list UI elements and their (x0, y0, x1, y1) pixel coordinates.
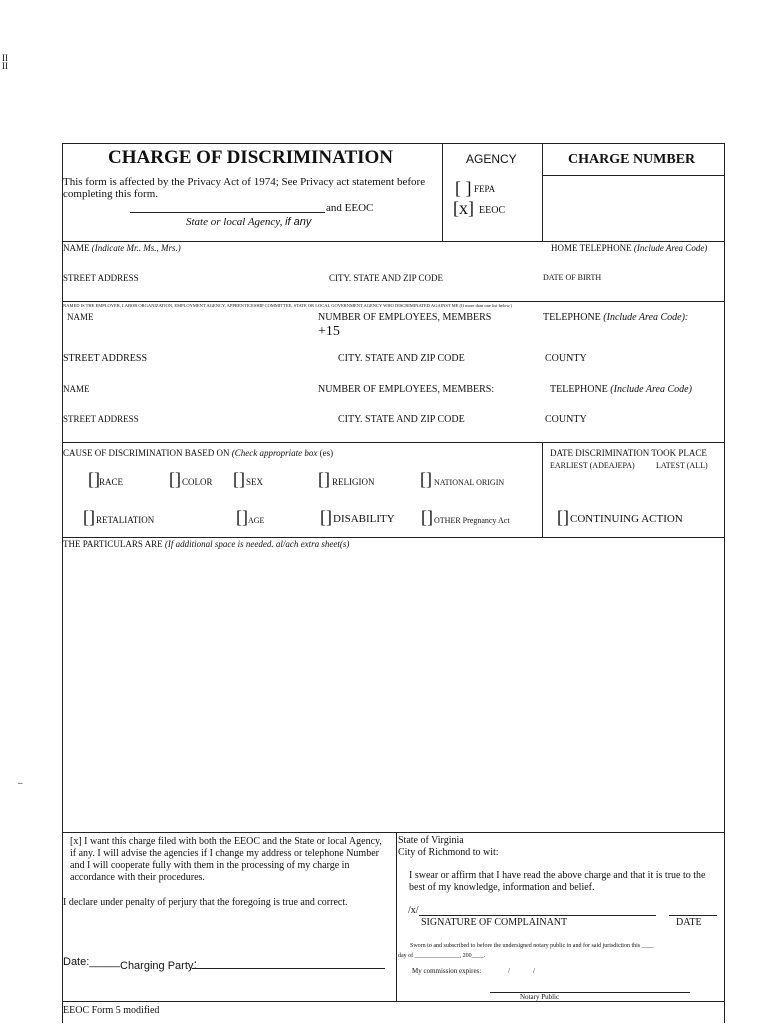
complainant-street-label: STREET ADDRESS (63, 273, 139, 283)
commission-expires-label: My commission expires: (412, 967, 482, 975)
filing-statement: [x] I want this charge filed with both the EEOC and the State or local Agency, if any. I will advise the agencies if I change my address or telephone Number and I will cooperate fully with them in the processing of my charge in accordance with their procedures. (70, 836, 382, 883)
race-checkbox[interactable]: [] (88, 469, 100, 489)
eeoc-label: EEOC (479, 205, 506, 216)
eeoc-checkbox[interactable]: [x] (453, 198, 474, 218)
perjury-declaration: I declare under penalty of perjury that the foregoing is true and correct. (63, 897, 348, 908)
retaliation-checkbox[interactable]: [] (83, 507, 95, 527)
agency-label: AGENCY (466, 152, 517, 166)
signature-date-line[interactable] (669, 915, 717, 916)
sex-label: SEX (246, 477, 264, 487)
venue: State of Virginia City of Richmond to wit: (398, 835, 499, 858)
sex-checkbox[interactable]: [] (233, 469, 245, 489)
state-agency-caption: State or local Agency, if any (186, 216, 312, 228)
state-agency-line[interactable] (130, 212, 325, 213)
race-label: RACE (99, 477, 124, 487)
charging-party-label: Charging Party: (120, 956, 198, 972)
signature-label: SIGNATURE OF COMPLAINANT (421, 917, 568, 928)
disability-checkbox[interactable]: [] (320, 507, 332, 527)
signature-line[interactable] (419, 915, 656, 916)
fepa-label: FEPA (474, 184, 496, 194)
charging-party-line[interactable] (192, 968, 385, 969)
respondent1-employees-value: +15 (318, 324, 340, 339)
religion-label: RELIGION (332, 477, 375, 487)
swear-statement: I swear or affirm that I have read the above charge and that it is true to the best of my knowledge, information and belief. (409, 870, 706, 893)
date-discrimination-label: DATE DISCRIMINATION TOOK PLACE (550, 448, 707, 458)
respondent2-county-label: COUNTY (545, 414, 587, 425)
other-label: OTHER Pregnancy Act (434, 516, 510, 525)
respondent2-city-label: CITY. STATE AND ZIP CODE (338, 414, 465, 425)
respondent1-name-label: NAME (67, 312, 94, 322)
signature-prefix: /x/ (408, 905, 419, 916)
retaliation-label: RETALIATION (96, 515, 155, 525)
color-label: COLOR (182, 477, 213, 487)
and-eeoc-text: and EEOC (326, 202, 374, 214)
color-checkbox[interactable]: [] (169, 469, 181, 489)
form-title: CHARGE OF DISCRIMINATION (108, 147, 394, 168)
date-field-label[interactable]: Date:_____ (63, 956, 120, 968)
signature-date-label: DATE (676, 917, 702, 928)
complainant-name-label: NAME (Indicate Mr.. Ms., Mrs.) (63, 243, 181, 253)
latest-label: LATEST (ALL) (656, 461, 708, 470)
age-label: AGE (248, 516, 265, 525)
earliest-label: EARLIEST (ADEAJEPA) (550, 461, 635, 470)
respondent1-county-label: COUNTY (545, 353, 587, 364)
named-employer-note: NAMED IS THE EMPLOYER, LABOR ORGANIZATION, EMPLOYMENT AGENCY, APPRENTICESHIP COMMITTEE, STATE OR LOCAL GOVERNMENT AGENCY WHO DISCRIMINATED AGAINST ME (If more than one list below.) (63, 303, 512, 308)
continuing-action-label: CONTINUING ACTION (570, 513, 683, 525)
religion-checkbox[interactable]: [] (318, 469, 330, 489)
commission-slash-2: / (533, 967, 535, 975)
national-origin-label: NATIONAL ORIGIN (434, 478, 505, 487)
respondent2-employees-label: NUMBER OF EMPLOYEES, MEMBERS: (318, 384, 495, 395)
respondent1-employees-label: NUMBER OF EMPLOYEES, MEMBERS (318, 312, 492, 323)
respondent2-name-label: NAME (63, 384, 90, 394)
disability-label: DISABILITY (333, 513, 395, 525)
form-id: EEOC Form 5 modified (63, 1005, 160, 1016)
notary-public-label: Notary Public (520, 993, 560, 1001)
margin-dash: – (18, 778, 23, 788)
respondent2-street-label: STREET ADDRESS (63, 414, 139, 424)
home-phone-label: HOME TELEPHONE (Include Area Code) (551, 243, 708, 253)
date-of-birth-label: DATE OF BIRTH (543, 273, 602, 282)
complainant-city-label: CITY. STATE AND ZIP CODE (329, 273, 444, 283)
charge-number-field[interactable] (544, 178, 722, 240)
respondent1-phone-label: TELEPHONE (Include Area Code): (543, 312, 689, 323)
charge-number-label: CHARGE NUMBER (568, 152, 696, 167)
sworn-statement: Sworn to and subscribed to before the undersigned notary public in and for said jurisdiction this ____ day of _______________, 200____. (398, 943, 654, 959)
continuing-action-checkbox[interactable]: [] (557, 507, 569, 527)
particulars-field[interactable] (64, 553, 722, 829)
age-checkbox[interactable]: [] (236, 507, 248, 527)
margin-mark: II II (2, 53, 8, 71)
fepa-checkbox[interactable]: [ ] (455, 178, 472, 198)
respondent1-city-label: CITY. STATE AND ZIP CODE (338, 353, 465, 364)
other-checkbox[interactable]: [] (421, 507, 433, 527)
respondent2-phone-label: TELEPHONE (Include Area Code) (550, 384, 692, 395)
particulars-label: THE PARTICULARS ARE (If additional space is needed. al/ach extra sheet(s) (63, 539, 350, 549)
national-origin-checkbox[interactable]: [] (420, 469, 432, 489)
cause-label: CAUSE OF DISCRIMINATION BASED ON (Check appropriate box (es) (63, 448, 334, 458)
respondent1-street-label: STREET ADDRESS (63, 353, 147, 364)
privacy-note: This form is affected by the Privacy Act of 1974; See Privacy act statement before completing this form. (63, 176, 426, 200)
commission-slash-1: / (508, 967, 510, 975)
